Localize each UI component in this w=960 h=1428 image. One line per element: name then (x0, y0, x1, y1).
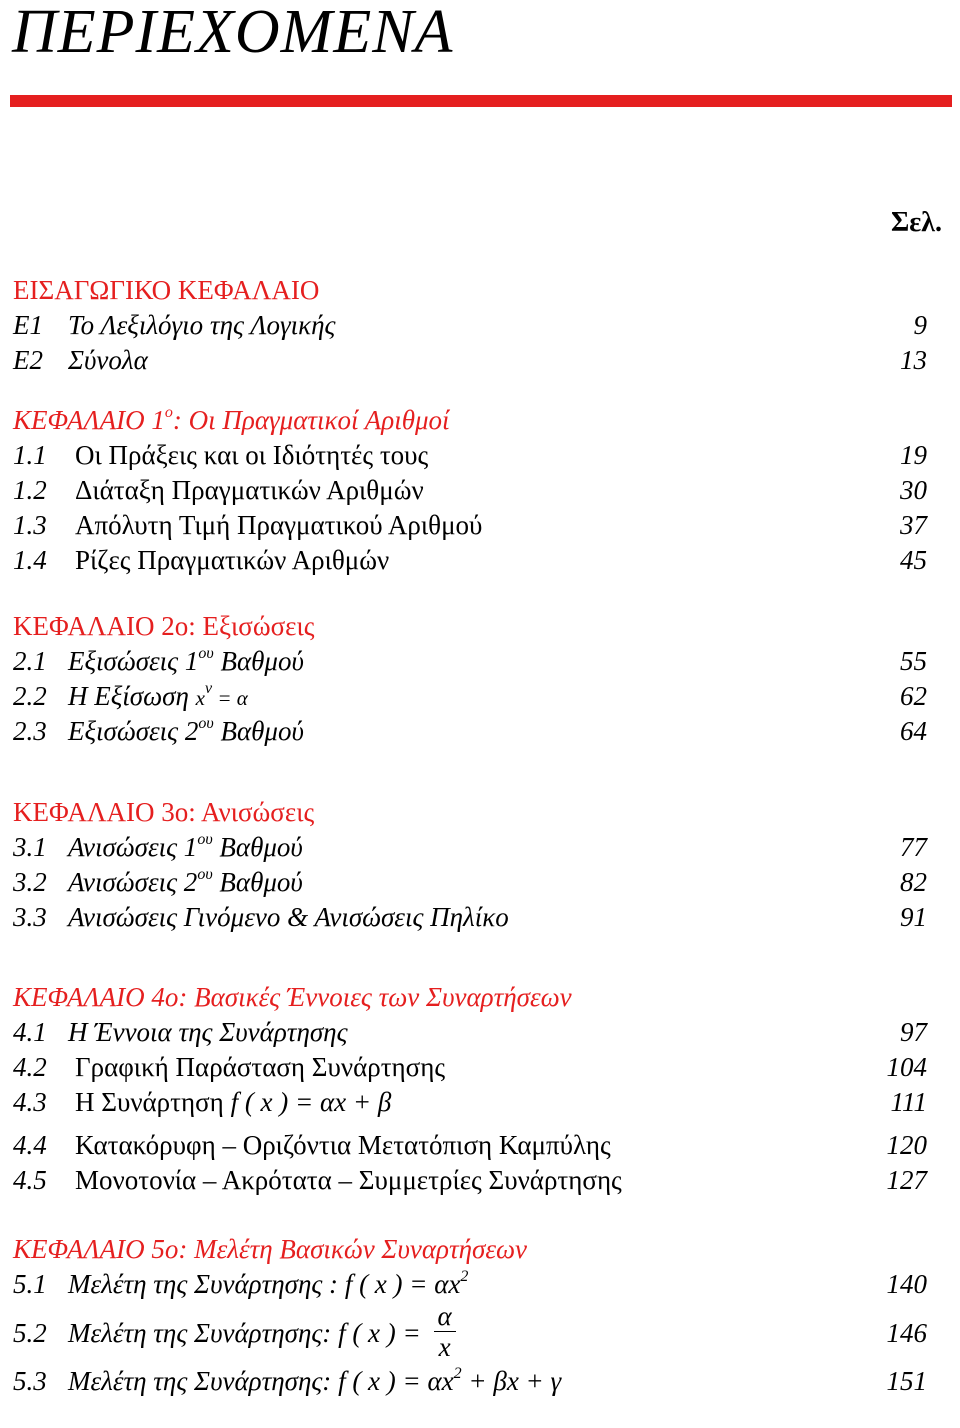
toc-entry[interactable] (13, 473, 939, 508)
toc-entry[interactable] (13, 1302, 939, 1364)
section-chapter-5 (13, 1232, 939, 1399)
entry-number: 1.1 (13, 440, 47, 470)
entry-title: Ανισώσεις $2^{o\upsilon}$ Βαθμού (68, 866, 303, 897)
entry-number: 2.2 (13, 681, 47, 711)
entry-number: 1.4 (13, 545, 47, 575)
equation: $x^\nu = \alpha$ (195, 680, 248, 710)
section-heading: ΚΕΦΑΛΑΙΟ 3ο: Ανισώσεις (13, 797, 315, 827)
toc-entry[interactable] (13, 1128, 939, 1163)
entry-number: Ε2 (13, 345, 43, 375)
toc-entry[interactable] (13, 1085, 939, 1128)
toc-entry[interactable] (13, 714, 939, 749)
section-chapter-4 (13, 980, 939, 1198)
toc-entry[interactable] (13, 679, 939, 714)
entry-title: Ανισώσεις Γινόμενο & Ανισώσεις Πηλίκο (68, 902, 509, 932)
entry-title: Η Συνάρτηση f ( x ) = αx + β (75, 1087, 392, 1117)
section-heading: ΚΕΦΑΛΑΙΟ 4ο: Βασικές Έννοιες των Συναρτήσεων (13, 982, 572, 1012)
section-heading: ΚΕΦΑΛΑΙΟ 2ο: Εξισώσεις (13, 611, 315, 641)
equation: f ( x ) = αx + β (230, 1087, 392, 1117)
section-heading: ΕΙΣΑΓΩΓΙΚΟ ΚΕΦΑΛΑΙΟ (13, 275, 320, 305)
entry-page: 127 (886, 1165, 927, 1195)
equation: f ( x ) = $\frac{\alpha}{x}$ (338, 1318, 456, 1348)
toc-entry[interactable] (13, 644, 939, 679)
toc-entry[interactable] (13, 900, 939, 935)
entry-title: Μονοτονία – Ακρότατα – Συμμετρίες Συνάρτησης (75, 1165, 622, 1195)
entry-page: 97 (900, 1017, 927, 1047)
entry-title: Σύνολα (68, 345, 148, 375)
entry-title: Μελέτη της Συνάρτησης: f ( x ) = $\frac{\alpha}{x}$ (68, 1302, 456, 1366)
toc-entry[interactable] (13, 508, 939, 543)
section-intro (13, 273, 939, 378)
entry-number: 4.4 (13, 1130, 47, 1160)
entry-number: 2.1 (13, 646, 47, 676)
entry-page: 120 (886, 1130, 927, 1160)
entry-page: 151 (886, 1366, 927, 1396)
equation: f ( x ) = $\alpha x^2 + \beta x + \gamma$ (338, 1365, 562, 1396)
section-chapter-3 (13, 795, 939, 935)
entry-page: 62 (900, 681, 927, 711)
entry-number: 5.1 (13, 1269, 47, 1299)
entry-title: Κατακόρυφη – Οριζόντια Μετατόπιση Καμπύλης (75, 1130, 611, 1160)
entry-number: 5.3 (13, 1366, 47, 1396)
entry-number: 5.2 (13, 1318, 47, 1348)
entry-page: 55 (900, 646, 927, 676)
entry-title: Εξισώσεις $2^{o\upsilon}$ Βαθμού (68, 715, 304, 746)
section-heading: ΚΕΦΑΛΑΙΟ $1^o$: Οι Πραγματικοί Αριθμοί (13, 404, 450, 435)
section-chapter-2 (13, 609, 939, 749)
entry-page: 30 (900, 475, 927, 505)
entry-title: Εξισώσεις $1^{o\upsilon}$ Βαθμού (68, 645, 304, 676)
entry-page: 82 (900, 867, 927, 897)
entry-page: 111 (890, 1087, 927, 1117)
entry-title: Οι Πράξεις και οι Ιδιότητές τους (75, 440, 429, 470)
entry-number: Ε1 (13, 310, 43, 340)
entry-page: 91 (900, 902, 927, 932)
toc-entry[interactable] (13, 830, 939, 865)
section-chapter-1 (13, 403, 939, 578)
entry-page: 19 (900, 440, 927, 470)
entry-title: Η Έννοια της Συνάρτησης (68, 1017, 348, 1047)
entry-number: 4.2 (13, 1052, 47, 1082)
toc-entry[interactable] (13, 1050, 939, 1085)
entry-number: 2.3 (13, 716, 47, 746)
equation: f ( x ) = $\alpha x^2$ (344, 1268, 469, 1299)
page-title: ΠΕΡΙΕΧΟΜΕΝΑ (12, 0, 454, 66)
entry-title: Ανισώσεις $1^{o\upsilon}$ Βαθμού (68, 831, 303, 862)
entry-number: 3.2 (13, 867, 47, 897)
entry-number: 3.1 (13, 832, 47, 862)
entry-number: 1.2 (13, 475, 47, 505)
entry-number: 3.3 (13, 902, 47, 932)
toc-entry[interactable] (13, 543, 939, 578)
entry-page: 146 (886, 1318, 927, 1348)
entry-title: Μελέτη της Συνάρτησης : f ( x ) = $\alpha x^2$ (68, 1268, 469, 1299)
entry-page: 104 (886, 1052, 927, 1082)
entry-page: 140 (886, 1269, 927, 1299)
entry-title: Γραφική Παράσταση Συνάρτησης (75, 1052, 446, 1082)
toc-entry[interactable] (13, 1364, 939, 1399)
toc-entry[interactable] (13, 343, 939, 378)
entry-page: 37 (900, 510, 927, 540)
entry-number: 4.3 (13, 1087, 47, 1117)
toc-entry[interactable] (13, 1267, 939, 1302)
toc-entry[interactable] (13, 308, 939, 343)
toc-entry[interactable] (13, 438, 939, 473)
page-column-label: Σελ. (890, 207, 942, 238)
title-divider (10, 95, 952, 107)
entry-page: 77 (900, 832, 927, 862)
entry-page: 9 (913, 310, 927, 340)
section-heading: ΚΕΦΑΛΑΙΟ 5ο: Μελέτη Βασικών Συναρτήσεων (13, 1234, 528, 1264)
entry-title: Διάταξη Πραγματικών Αριθμών (75, 475, 424, 505)
entry-title: Ρίζες Πραγματικών Αριθμών (75, 545, 390, 575)
entry-title: Απόλυτη Τιμή Πραγματικού Αριθμού (75, 510, 483, 540)
entry-page: 13 (900, 345, 927, 375)
toc-entry[interactable] (13, 1163, 939, 1198)
entry-page: 64 (900, 716, 927, 746)
fraction: $\frac{\alpha}{x}$ (434, 1301, 456, 1362)
entry-number: 4.5 (13, 1165, 47, 1195)
entry-page: 45 (900, 545, 927, 575)
entry-title: Το Λεξιλόγιο της Λογικής (68, 310, 336, 340)
entry-title: Μελέτη της Συνάρτησης: f ( x ) = $\alpha x^2 + \beta x + \gamma$ (68, 1365, 562, 1396)
toc-entry[interactable] (13, 865, 939, 900)
entry-number: 4.1 (13, 1017, 47, 1047)
entry-number: 1.3 (13, 510, 47, 540)
toc-entry[interactable] (13, 1015, 939, 1050)
entry-title: Η Εξίσωση $x^\nu = \alpha$ (68, 680, 248, 711)
